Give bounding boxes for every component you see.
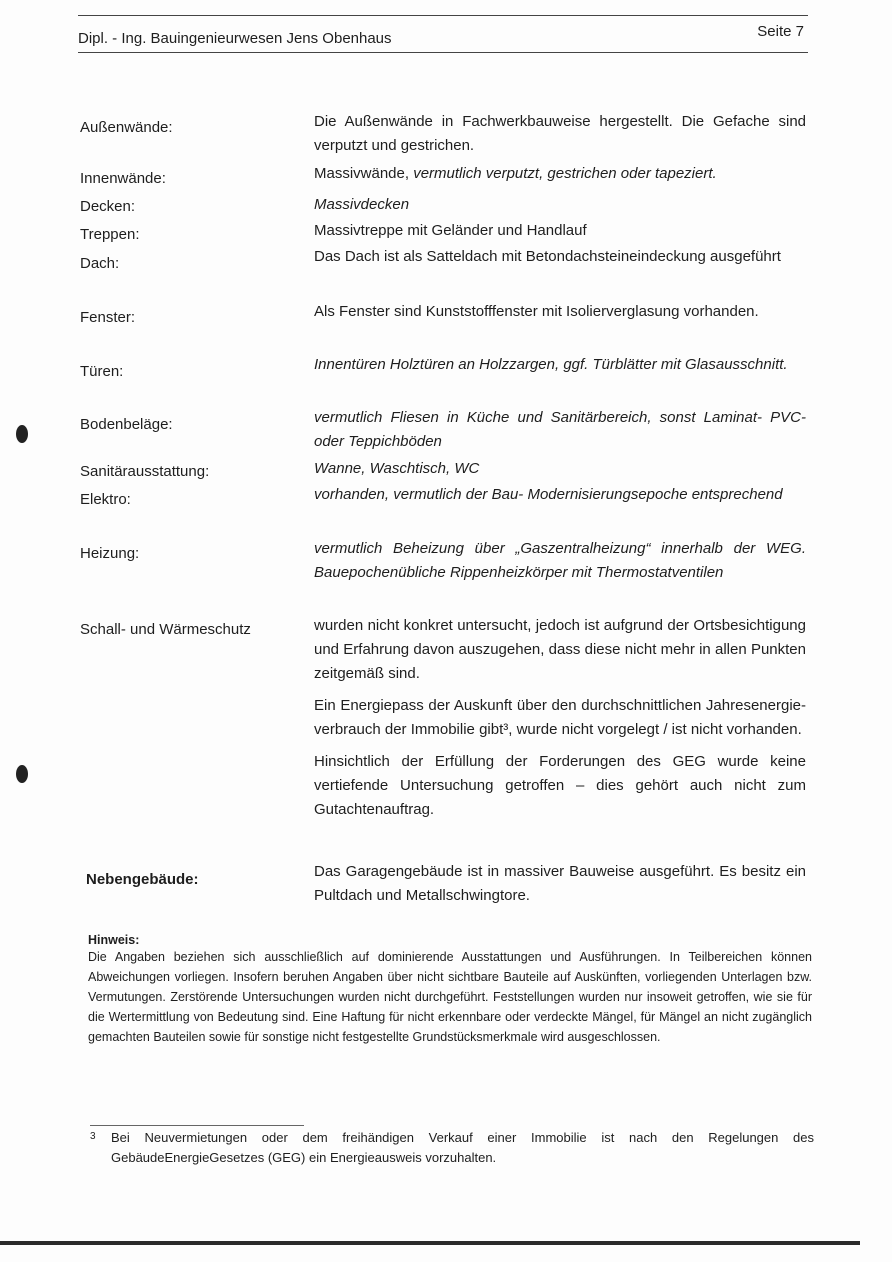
- row-paragraph: Ein Energiepass der Auskunft über den durchschnittlichen Jahresenergie-verbrauch der Immobilie gibt³, wurde nicht vorgelegt / ist nicht vorhanden.: [314, 697, 806, 738]
- row-label: Sanitärausstattung:: [80, 463, 210, 480]
- row-value-italic: vermutlich verputzt, gestrichen oder tapeziert.: [413, 165, 717, 182]
- row-value: Wanne, Waschtisch, WC: [314, 460, 480, 477]
- row-value: vorhanden, vermutlich der Bau- Modernisierungsepoche entsprechend: [314, 486, 783, 503]
- row-value: [314, 614, 806, 830]
- row-value-normal: Massivwände,: [314, 165, 414, 182]
- page-number: Seite 7: [757, 23, 804, 40]
- row-value: Das Garagengebäude ist in massiver Bauweise ausgeführt. Es besitz ein Pultdach und Metallschwingtore.: [314, 863, 806, 904]
- footnote-rule: [90, 1125, 304, 1126]
- scan-edge-bar: [0, 1241, 860, 1245]
- punch-hole-top: [16, 425, 28, 443]
- row-value: Als Fenster sind Kunststofffenster mit Isolierverglasung vorhanden.: [314, 303, 759, 320]
- row-value: vermutlich Beheizung über „Gaszentralheizung“ innerhalb der WEG. Bauepochenübliche Rippenheizkörper mit Thermostatventilen: [314, 540, 806, 581]
- row-label: Dach:: [80, 255, 120, 272]
- row-label: Heizung:: [80, 545, 140, 562]
- row-value: Massivtreppe mit Geländer und Handlauf: [314, 222, 587, 239]
- row-value: Das Dach ist als Satteldach mit Betondachsteineindeckung ausgeführt: [314, 248, 781, 265]
- footnote-number: 3: [90, 1131, 96, 1142]
- row-label: Türen:: [80, 363, 124, 380]
- row-label: Außenwände:: [80, 119, 173, 136]
- header-author: Dipl. - Ing. Bauingenieurwesen Jens Obenhaus: [78, 30, 392, 47]
- row-label: Treppen:: [80, 226, 140, 243]
- header-rule-top: [78, 15, 808, 16]
- row-paragraph: Hinsichtlich der Erfüllung der Forderungen des GEG wurde keine vertiefende Untersuchung getroffen – dies gehört auch nicht zum Gutachtenauftrag.: [314, 753, 806, 818]
- row-label: Schall- und Wärmeschutz: [80, 621, 251, 638]
- note-text: Die Angaben beziehen sich ausschließlich auf dominierende Ausstattungen und Ausführungen. In Teilbereichen können Abweichungen vorliegen. Insofern beruhen Angaben über nicht sichtbare Bauteile auf Auskünften, vorliegenden Unterlagen bzw. Vermutungen. Zerstörende Untersuchungen wurden nicht durchgeführt. Feststellungen wurden nur insoweit getroffen, wie sie für die Wertermittlung von Bedeutung sind. Eine Haftung für nicht erkennbare oder verdeckte Mängel, für Mängel an nicht zugänglich gemachten Bauteilen sowie für sonstige nicht festgestellte Grundstücksmerkmale wird ausgeschlossen.: [88, 950, 812, 1044]
- row-label: Decken:: [80, 198, 136, 215]
- punch-hole-bottom: [16, 765, 28, 783]
- row-label: Nebengebäude:: [86, 871, 199, 888]
- row-label: Elektro:: [80, 491, 131, 508]
- row-label: Innenwände:: [80, 170, 166, 187]
- note-block: [88, 933, 812, 1047]
- header-rule-bottom: [78, 52, 808, 53]
- row-label: Fenster:: [80, 309, 136, 326]
- row-value: vermutlich Fliesen in Küche und Sanitärbereich, sonst Laminat- PVC- oder Teppichböden: [314, 409, 806, 450]
- footnote-text: Bei Neuvermietungen oder dem freihändigen Verkauf einer Immobilie ist nach den Regelungen des GebäudeEnergieGesetzes (GEG) ein Energieausweis vorzuhalten.: [111, 1130, 814, 1165]
- footnote: [90, 1128, 814, 1168]
- row-value: Die Außenwände in Fachwerkbauweise hergestellt. Die Gefache sind verputzt und gestrichen.: [314, 113, 806, 154]
- row-value: Massivdecken: [314, 196, 410, 213]
- row-paragraph: wurden nicht konkret untersucht, jedoch ist aufgrund der Ortsbesichtigung und Erfahrung davon auszugehen, dass diese nicht mehr in allen Punkten zeitgemäß sind.: [314, 617, 806, 682]
- row-value: Innentüren Holztüren an Holzzargen, ggf. Türblätter mit Glasausschnitt.: [314, 356, 788, 373]
- row-label: Bodenbeläge:: [80, 416, 173, 433]
- note-title: Hinweis:: [88, 933, 140, 947]
- row-value: [314, 162, 806, 186]
